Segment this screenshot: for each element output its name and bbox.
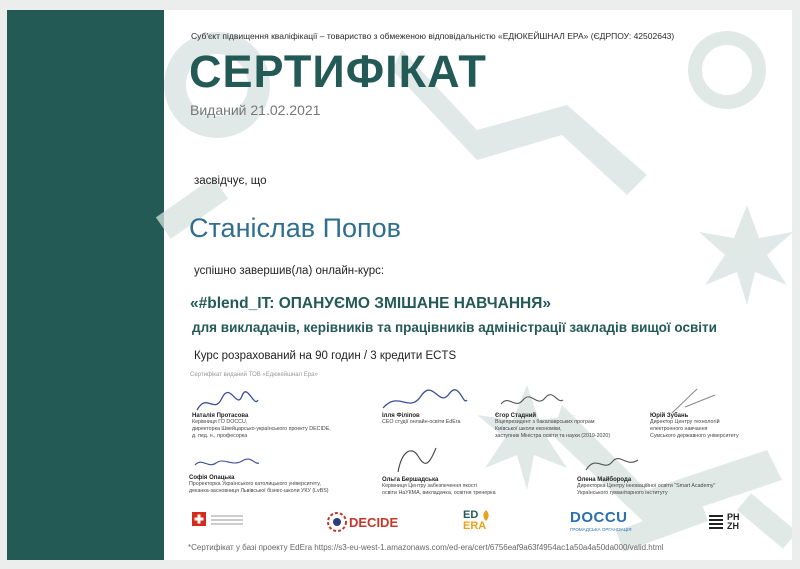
issue-date: Виданий 21.02.2021 [190, 102, 321, 118]
verification-footer: *Сертифікат у базі проекту EdEra https://s3-eu-west-1.amazonaws.com/ed-era/cert/6756eaf9a63f4954ac1a50a4a50da000/valid.html [188, 543, 664, 552]
signatory-name: Ілля Філіпов [382, 413, 420, 419]
certificate [7, 10, 792, 560]
signatory-name: Софія Опацька [189, 475, 235, 481]
doccu-subtext: ГРОМАДСЬКА ОРГАНІЗАЦІЯ [570, 527, 632, 532]
partner-logos [187, 510, 777, 540]
course-hours: Курс розрахований на 90 годин / 3 кредити ECTS [194, 350, 457, 362]
swiss-agency-logo [211, 513, 243, 525]
signatory-role: Директорка Центру інноваційної освіти "Smart Academy" Українського гуманітарного інституту [577, 483, 716, 496]
swiss-flag-icon [192, 512, 210, 530]
signatory-name: Наталія Протасова [192, 413, 249, 419]
course-title: «#blend_IT: ОПАНУЄМО ЗМІШАНЕ НАВЧАННЯ» [190, 295, 552, 312]
doccu-text: DOCCU [570, 509, 628, 526]
course-audience: для викладачів, керівників та працівників адміністрації закладів вищої освіти [192, 320, 717, 335]
signatory-role: Проректорка Українського католицького університету, деканка-засновниця Львівської бізнес-школи УКУ (LvBS) [189, 481, 329, 494]
decide-text: DECIDE [349, 514, 399, 530]
signatory-name: Ольга Бершадська [382, 477, 439, 483]
recipient-name: Станіслав Попов [189, 213, 402, 243]
signatory-maiboroda [577, 477, 715, 497]
signature-bershadska [392, 442, 442, 476]
decide-emblem-icon [327, 512, 347, 532]
signatory-protasova [192, 413, 331, 440]
doccu-logo [570, 509, 632, 536]
signatory-role: Керівниця ГО DOCCU, директорка Швейцарсько-українського проекту DECIDE, д. пед. н., професорка [192, 419, 331, 439]
decor-star-right [699, 205, 792, 305]
signatory-opatska [189, 475, 329, 495]
certifies-text: засвідчує, що [194, 175, 267, 187]
signature-maiboroda [582, 452, 642, 476]
edera-bottom-text: ERA [463, 520, 487, 532]
signatory-name: Олена Майборода [577, 477, 632, 483]
signatory-name: Єгор Стадний [495, 413, 537, 419]
issued-by: Сертифікат виданий ТОВ «Едюкейшнал Ера» [190, 372, 318, 378]
signatory-role: CEO студії онлайн-освіти EdEra [382, 419, 461, 425]
phzh-bottom-text: ZH [727, 521, 739, 531]
decide-logo [327, 512, 398, 532]
edera-top-text: ED [463, 509, 479, 521]
signatory-role: Директор Центру технологій електронного навчання Сумського державного університету [650, 419, 739, 439]
edera-flame-icon [479, 510, 493, 522]
certificate-title: СЕРТИФІКАТ [189, 46, 487, 97]
signatory-name: Юрій Зубань [650, 413, 689, 419]
signatory-role: Керівниця Центру забезпечення якості освіти НаУКМА, викладачка, освітня тренерка [382, 483, 496, 496]
signature-opatska [192, 455, 262, 471]
decor-ring-right [695, 38, 759, 102]
signatory-zuban [650, 413, 739, 440]
signatory-bershadska [382, 477, 496, 497]
signatory-role: Віцепрезидент з бакалаврських програм Київської школи економіки, заступник Міністра освіти та науки (2019-2020) [495, 419, 611, 439]
signature-filipov [379, 386, 469, 416]
phzh-bars-icon [709, 515, 723, 529]
completed-text: успішно завершив(ла) онлайн-курс: [194, 265, 385, 277]
signatory-stadnyi [495, 413, 610, 440]
signatory-filipov [382, 413, 461, 426]
phzh-top-text: PH [727, 512, 740, 522]
issuer-line: Суб'єкт підвищення кваліфікації – товариство з обмеженою відповідальністю «ЕДЮКЕЙШНАЛ ЕРА» (ЄДРПОУ: 42502643) [191, 31, 675, 41]
phzh-logo [709, 513, 740, 531]
signature-stadnyi [497, 390, 567, 412]
